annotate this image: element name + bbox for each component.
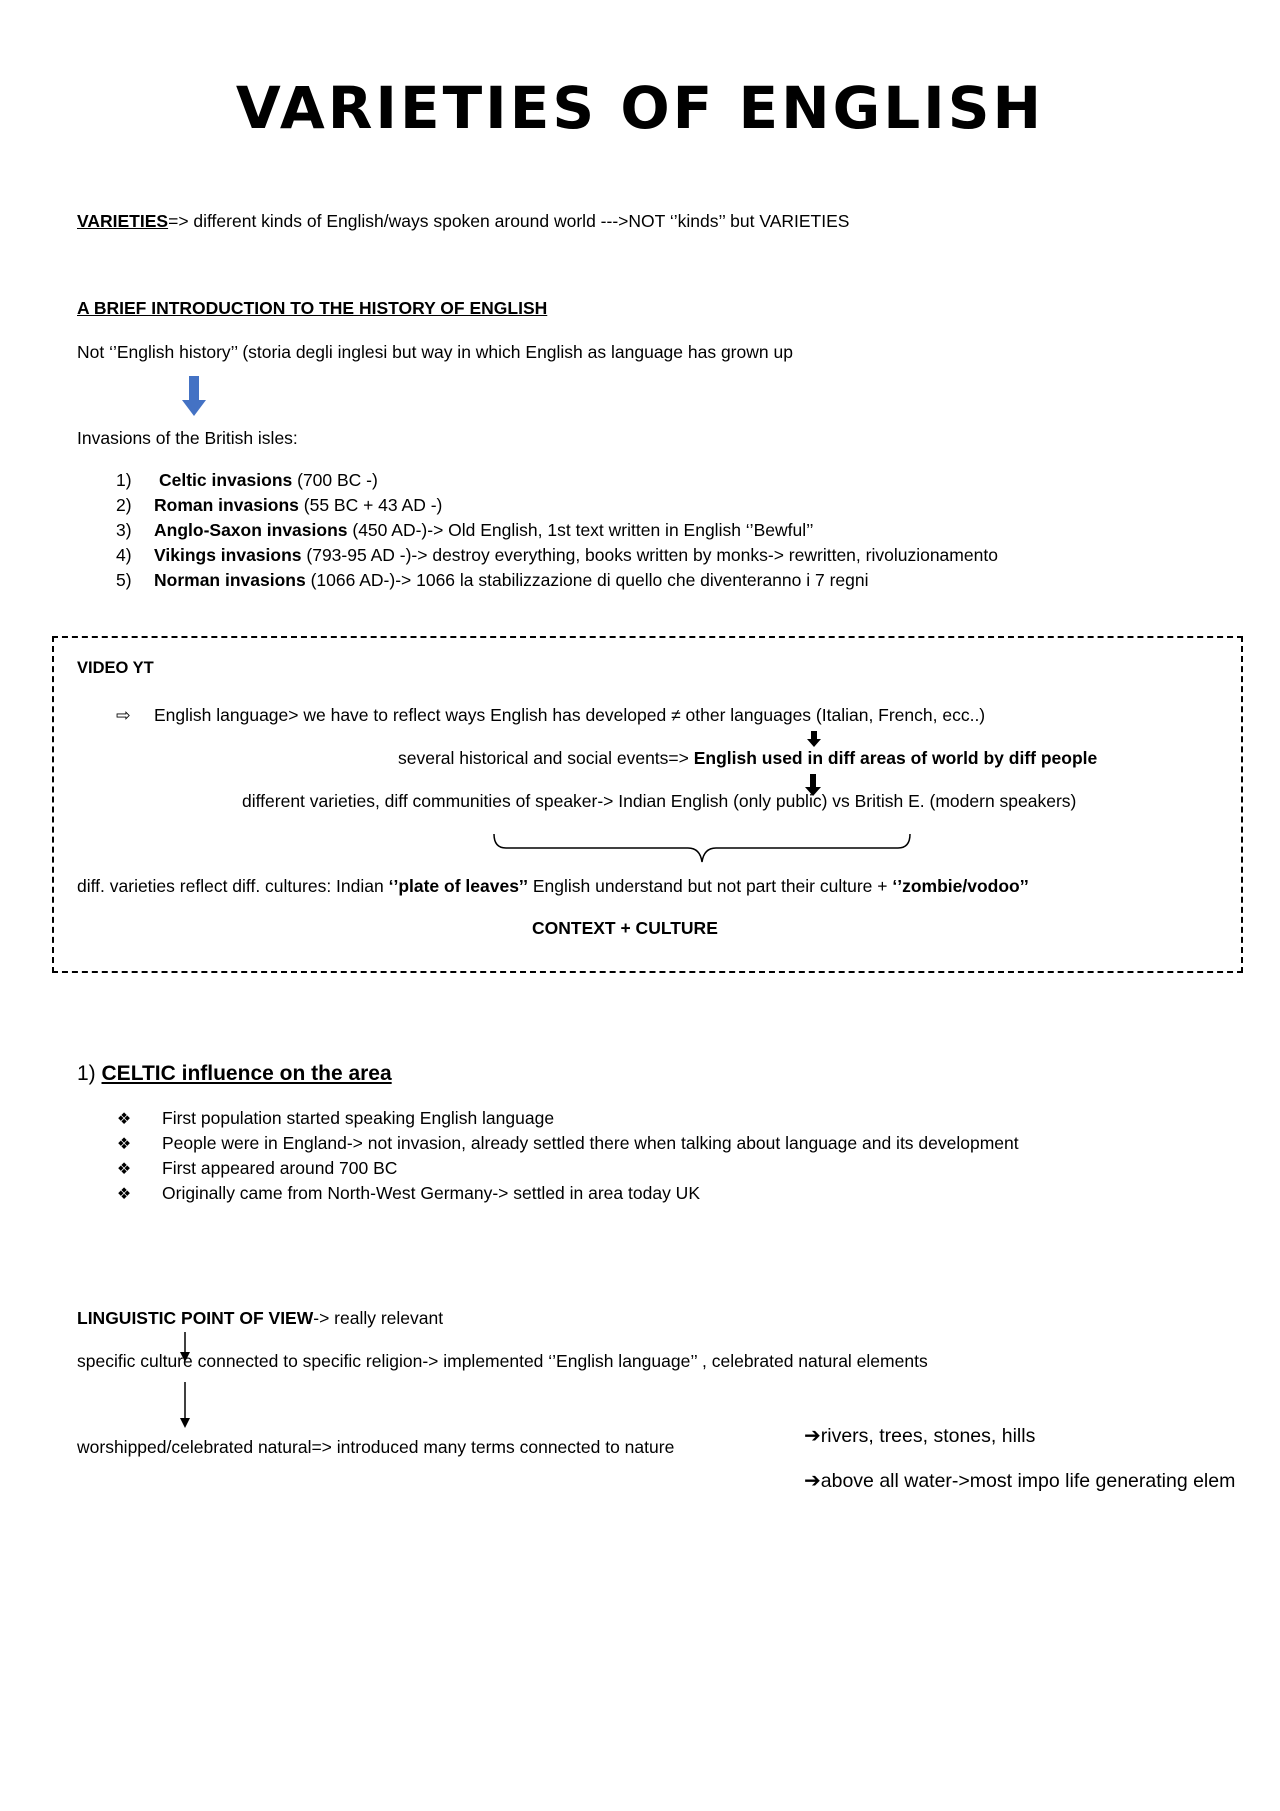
down-arrow-icon: [179, 1382, 191, 1428]
history-intro: Not ‘’English history’’ (storia degli inglesi but way in which English as language has grown up: [77, 342, 793, 362]
list-item: 5) Norman invasions (1066 AD-)-> 1066 la stabilizzazione di quello che diventeranno i 7 regni: [116, 570, 869, 590]
diamond-bullet-icon: ❖: [116, 1186, 132, 1203]
video-line-1: ⇨ English language> we have to reflect ways English has developed ≠ other languages (Italian, French, ecc..): [116, 705, 986, 725]
list-item: ❖ Originally came from North-West Germany-> settled in area today UK: [86, 1183, 700, 1204]
varieties-term: VARIETIES: [77, 211, 169, 231]
diamond-bullet-icon: ❖: [116, 1136, 132, 1153]
invasions-label: Invasions of the British isles:: [77, 428, 298, 448]
video-line-2: several historical and social events=> English used in diff areas of world by diff people: [398, 748, 1098, 768]
history-heading: A BRIEF INTRODUCTION TO THE HISTORY OF ENGLISH: [77, 298, 548, 318]
context-culture: CONTEXT + CULTURE: [532, 918, 718, 938]
varieties-text: => different kinds of English/ways spoken around world --->NOT ‘’kinds’’ but VARIETIES: [168, 211, 850, 231]
varieties-definition: [77, 211, 849, 232]
linguistic-point: LINGUISTIC POINT OF VIEW-> really relevant: [77, 1308, 444, 1328]
video-label: VIDEO YT: [77, 659, 154, 677]
water-note: ➔above all water->most impo life generating elem: [804, 1470, 1236, 1492]
arrow-bullet-icon: ⇨: [116, 705, 131, 725]
video-line-3: different varieties, diff communities of speaker-> Indian English (only public) vs British E. (modern speakers): [242, 791, 1077, 811]
right-arrow-icon: ➔: [804, 1425, 821, 1447]
brace-icon: [492, 832, 912, 866]
right-arrow-icon: ➔: [804, 1470, 821, 1492]
down-arrow-icon: [182, 376, 206, 416]
video-line-4: diff. varieties reflect diff. cultures: Indian ‘’plate of leaves’’ English understand but not part their culture + ‘’zombie/vodoo’’: [77, 876, 1029, 896]
small-down-arrow-icon: [807, 731, 821, 747]
list-item: ❖ First population started speaking English language: [86, 1108, 554, 1129]
nature-terms: ➔rivers, trees, stones, hills: [804, 1425, 1036, 1447]
list-item: 2) Roman invasions (55 BC + 43 AD -): [116, 495, 443, 515]
diamond-bullet-icon: ❖: [116, 1111, 132, 1128]
list-item: 1) Celtic invasions (700 BC -): [116, 470, 378, 490]
linguistic-line-2: specific culture connected to specific religion-> implemented ‘’English language’’ , celebrated natural elements: [77, 1351, 928, 1371]
diamond-bullet-icon: ❖: [116, 1161, 132, 1178]
list-item: 3) Anglo-Saxon invasions (450 AD-)-> Old English, 1st text written in English ‘’Bewful’’: [116, 520, 814, 540]
page-title: VARIETIES OF ENGLISH: [235, 74, 1045, 142]
list-item: ❖ People were in England-> not invasion, already settled there when talking about language and its development: [86, 1133, 1019, 1154]
list-item: 4) Vikings invasions (793-95 AD -)-> destroy everything, books written by monks-> rewritten, rivoluzionamento: [116, 545, 998, 565]
list-item: ❖ First appeared around 700 BC: [86, 1158, 397, 1179]
linguistic-line-3: worshipped/celebrated natural=> introduced many terms connected to nature: [77, 1437, 675, 1457]
celtic-heading: 1) CELTIC influence on the area: [77, 1062, 392, 1085]
